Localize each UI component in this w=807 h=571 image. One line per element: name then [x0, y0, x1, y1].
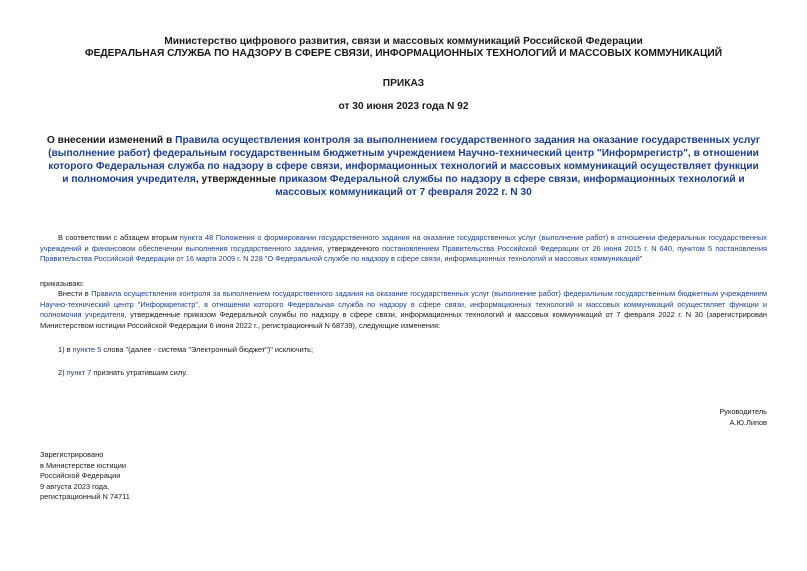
- regulation-point-48-link[interactable]: пункта 48 Положения о формировании государственного задания на оказание государственных услуг (выполнение работ) в отношении федеральных государственных учреждений и финансовом обеспечении выполнения государственного задания: [40, 233, 767, 253]
- service-name: ФЕДЕРАЛЬНАЯ СЛУЖБА ПО НАДЗОРУ В СФЕРЕ СВЯЗИ, ИНФОРМАЦИОННЫХ ТЕХНОЛОГИЙ И МАССОВЫХ КОММУНИКАЦИЙ: [84, 48, 723, 59]
- registration-block: [40, 450, 767, 503]
- point-7-link[interactable]: пункт 7: [66, 367, 92, 377]
- basis-text-3: ,: [672, 243, 678, 253]
- registration-line: Российской Федерации: [40, 471, 121, 480]
- item2-text-2: признать утратившим силу.: [91, 367, 188, 377]
- order-word: приказываю:: [40, 278, 84, 288]
- basis-text-1: В соответствии с абзацем вторым: [58, 233, 180, 242]
- body-paragraph: [40, 289, 767, 331]
- item1-text-2: слова "(далее - система "Электронный бюджет")" исключить;: [101, 345, 313, 354]
- list-item-1: [40, 345, 767, 356]
- order-title: ПРИКАЗ: [382, 78, 425, 89]
- signatory-position: Руководитель: [719, 407, 767, 416]
- body-text-1: Внести в: [58, 289, 92, 298]
- item2-text-1: 2): [58, 367, 67, 377]
- registration-date: 9 августа 2023 года,: [40, 481, 110, 491]
- subject-prefix: О внесении изменений в: [46, 135, 176, 146]
- registration-number: регистрационный N 74711: [40, 492, 130, 501]
- signatory-name: А.Ю.Липов: [729, 418, 767, 427]
- ministry-name: Министерство цифрового развития, связи и массовых коммуникаций Российской Федерации: [164, 36, 643, 47]
- registration-line: Зарегистрировано: [40, 450, 104, 459]
- subject-middle: , утвержденные: [195, 174, 280, 185]
- item1-text-1: 1) в: [58, 345, 73, 354]
- order-2022-link[interactable]: приказом Федеральной службы по надзору в сфере связи, информационных технологий и массовых коммуникаций от 7 февраля 2022 г. N 30: [275, 174, 745, 198]
- body-rules-link[interactable]: Правила осуществления контроля за выполнением государственного задания на оказание государственных услуг (выполнение работ) федеральным государственным бюджетным учреждением Научно-технический центр "Информрегистр", в отношении которого Федеральная служба по надзору в сфере связи, информационных технологий и массовых коммуникаций осуществляет функции и полномочия учредителя: [40, 289, 767, 319]
- rules-link[interactable]: Правила осуществления контроля за выполнением государственного задания на оказание государственных услуг (выполнение работ) федеральным государственным бюджетным учреждением Научно-технический центр "Информрегистр", в отношении которого Федеральная служба по надзору в сфере связи, информационных технологий и массовых коммуникаций осуществляет функции и полномочия учредителя: [48, 135, 761, 185]
- list-item-2: [40, 368, 767, 379]
- body-text-2: , утвержденные приказом Федеральной службы по надзору в сфере связи, информационных технологий и массовых коммуникаций от 7 февраля 2022 г. N 30 (зарегистрирован Министерством юстиции Российской Федерации 6 июня 2022 г., регистрационный N 68739), следующие изменения:: [40, 310, 767, 330]
- resolution-640-link[interactable]: постановлением Правительства Российской Федерации от 26 июня 2015 г. N 640: [382, 243, 673, 253]
- signature-block: [40, 406, 767, 428]
- basis-text-2: , утвержденного: [322, 243, 383, 253]
- document-header: [40, 36, 767, 60]
- registration-line: в Министерстве юстиции: [40, 460, 127, 470]
- order-subject: [46, 134, 761, 199]
- point-5-link[interactable]: пункте 5: [72, 345, 102, 354]
- resolution-228-link[interactable]: пунктом 5 постановления Правительства Российской Федерации от 16 марта 2009 г. N 228 "О Федеральной службе по надзору в сфере связи, информационных технологий и массовых коммуникаций": [40, 243, 768, 263]
- basis-paragraph: [40, 233, 767, 265]
- order-date: от 30 июня 2023 года N 92: [338, 101, 469, 112]
